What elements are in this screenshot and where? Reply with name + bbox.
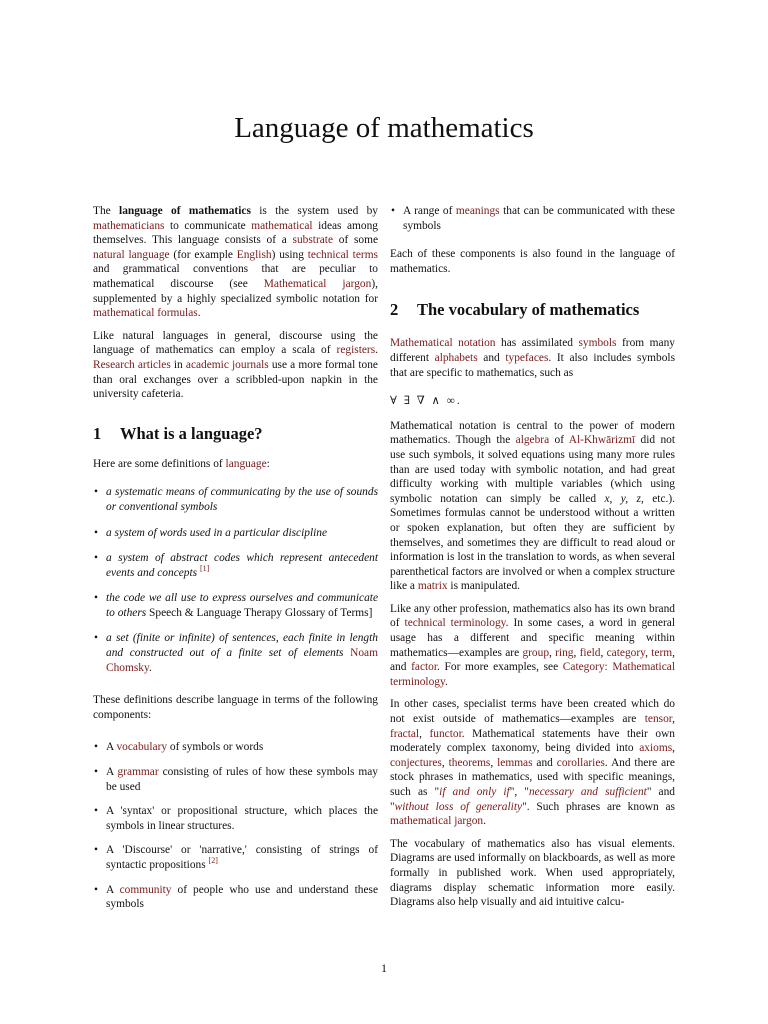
section-2-paragraph-2: Mathematical notation is central to the power of modern mathematics. Though the algebra of Al-Khwārizmī did not use such symbols, it solved equations using many more rules than are used today with symbolic notation, and had great difficulty working with multiple variables (which using symbolic notation can simply be called x, y, z, etc.). Sometimes formulas cannot be understood without a written or spoken explanation, but often they are sufficient by themselves, and sometimes they are difficult to read aloud or information is lost in the translation to words, as when several parenthetical factors are involved or when a complex structure like a matrix is manipulated.: [390, 419, 675, 593]
math-symbols: ∀ ∃ ∇ ∧ ∞.: [390, 395, 462, 408]
section-2-paragraph-4: In other cases, specialist terms have been created which do not exist outside of mathematics—examples are tensor, fractal, functor. Mathematical statements have their own moderately complex taxonomy, being divided into axioms, conjectures, theorems, lemmas and corollaries. And there are stock phrases in mathematics, used with specific meanings, such as "if and only if", "necessary and sufficient" and "without loss of generality". Such phrases are known as mathematical jargon.: [390, 698, 675, 828]
components-tail: Each of these components is also found in the language of mathematics.: [390, 248, 675, 275]
list-item: • A community of people who use and understand these symbols: [93, 883, 378, 912]
link-term[interactable]: term: [651, 646, 673, 659]
link-typefaces[interactable]: typefaces: [505, 351, 549, 364]
link-technical-terminology[interactable]: technical terminology: [404, 617, 506, 630]
link-academic-journals[interactable]: academic journals: [185, 358, 269, 371]
link-if-and-only-if[interactable]: if and only if: [439, 786, 510, 798]
components-list-continued: [390, 204, 675, 233]
right-column: [390, 204, 675, 918]
link-technical-terms[interactable]: technical terms: [307, 248, 378, 261]
link-mathematicians[interactable]: mathematicians: [93, 219, 165, 232]
list-item: • A 'Discourse' or 'narrative,' consisting of strings of syntactic propositions [2]: [93, 843, 378, 872]
link-necessary-and-sufficient[interactable]: necessary and sufficient: [528, 786, 647, 798]
link-english[interactable]: English: [236, 248, 272, 261]
section-2-heading: 2 The vocabulary of mathematics: [390, 300, 640, 320]
link-noam-chomsky[interactable]: Noam Chomsky: [106, 647, 378, 674]
section-1-heading: 1 What is a language?: [93, 423, 263, 443]
link-functor[interactable]: functor: [429, 727, 462, 740]
link-al-khwarizmi[interactable]: Al-Khwārizmī: [568, 434, 636, 447]
link-category[interactable]: category: [606, 646, 646, 659]
section-2-paragraph-5: The vocabulary of mathematics also has visual elements. Diagrams are used informally on blackboards, as well as more formally in published work. When used appropriately, diagrams display schematic information more easily. Diagrams also help visually and aid intuitive calcu-: [390, 837, 675, 909]
link-tensor[interactable]: tensor: [644, 713, 673, 726]
link-mathematical-notation[interactable]: Mathematical notation: [390, 337, 496, 350]
link-corollaries[interactable]: corollaries: [556, 756, 605, 769]
section-2-paragraph-3: Like any other profession, mathematics also has its own brand of technical terminology. In some cases, a word in general usage has a different and specific meaning within mathematics—examples are group, ring, field, category, term, and factor. For more examples, see Category: Mathematical terminology.: [390, 602, 675, 688]
link-lemmas[interactable]: lemmas: [497, 756, 533, 769]
link-group[interactable]: group: [522, 646, 550, 659]
link-language[interactable]: language: [225, 457, 267, 470]
link-theorems[interactable]: theorems: [448, 756, 491, 769]
section-2-paragraph-1: Mathematical notation has assimilated symbols from many different alphabets and typefaces. It also includes symbols that are specific to mathematics, such as: [390, 337, 675, 379]
intro-paragraph-2: Like natural languages in general, discourse using the language of mathematics can employ a scala of registers. Research articles in academic journals use a more formal tone than oral exchanges over a scribbled-upon napkin in the university cafeteria.: [93, 329, 378, 401]
list-item: • a set (finite or infinite) of sentences, each finite in length and constructed out of a finite set of elements Noam Chomsky.: [93, 631, 378, 675]
list-item: • A range of meanings that can be communicated with these symbols: [390, 204, 675, 233]
list-item: • a systematic means of communicating by the use of sounds or conventional symbols: [93, 485, 378, 514]
link-registers[interactable]: registers: [336, 344, 376, 357]
link-community[interactable]: community: [119, 883, 172, 896]
link-alphabets[interactable]: alphabets: [434, 351, 478, 364]
list-item: • A vocabulary of symbols or words: [93, 740, 378, 755]
link-natural-language[interactable]: natural language: [93, 248, 170, 261]
link-algebra[interactable]: algebra: [515, 434, 550, 447]
term-language-of-mathematics: language of mathematics: [119, 205, 251, 217]
link-matrix[interactable]: matrix: [417, 580, 448, 593]
list-item: • the code we all use to express ourselves and communicate to others Speech & Language Therapy Glossary of Terms]: [93, 591, 378, 620]
link-axioms[interactable]: axioms: [639, 742, 673, 755]
page-title: Language of mathematics: [234, 112, 534, 144]
link-fractal[interactable]: fractal: [390, 727, 420, 740]
link-mathematical-jargon[interactable]: Mathematical jargon: [263, 277, 372, 290]
left-column: [93, 204, 378, 912]
link-factor[interactable]: factor: [411, 661, 438, 674]
link-meanings[interactable]: meanings: [455, 205, 500, 217]
link-grammar[interactable]: grammar: [117, 766, 159, 779]
citation-2[interactable]: [2]: [208, 856, 218, 866]
link-mathematical-jargon-2[interactable]: mathematical jargon: [390, 815, 484, 828]
link-vocabulary[interactable]: vocabulary: [116, 741, 168, 754]
math-variables: x, y, z: [604, 492, 641, 505]
link-mathematical[interactable]: mathematical: [251, 219, 313, 232]
link-field[interactable]: field: [579, 646, 601, 659]
list-item: • a system of words used in a particular discipline: [93, 526, 378, 541]
link-research-articles[interactable]: Research articles: [93, 358, 171, 371]
page-number: 1: [381, 961, 387, 975]
list-item: • A 'syntax' or propositional structure, which places the symbols in linear structures.: [93, 804, 378, 833]
components-list: [93, 740, 378, 911]
components-lead: These definitions describe language in terms of the following components:: [93, 694, 378, 721]
link-without-loss-of-generality[interactable]: without loss of generality: [394, 800, 523, 813]
list-item: • A grammar consisting of rules of how these symbols may be used: [93, 765, 378, 794]
link-category-mathematical-terminology[interactable]: Category: Mathematical terminology: [390, 661, 675, 688]
link-substrate[interactable]: substrate: [292, 234, 334, 247]
section-1-lead: Here are some definitions of language:: [93, 457, 270, 470]
link-conjectures[interactable]: conjectures: [390, 756, 442, 769]
link-ring[interactable]: ring: [555, 646, 574, 659]
citation-1[interactable]: [1]: [199, 563, 210, 573]
link-mathematical-formulas[interactable]: mathematical formulas: [93, 307, 198, 320]
intro-paragraph-1: The language of mathematics is the system used by mathematicians to communicate mathematical ideas among themselves. This language consists of a substrate of some natural language (for example English) using technical terms and grammatical conventions that are peculiar to mathematical discourse (see Mathematical jargon), supplemented by a highly specialized symbolic notation for mathematical formulas.: [93, 205, 378, 320]
link-symbols[interactable]: symbols: [578, 337, 617, 350]
definitions-list: [93, 485, 378, 675]
list-item: • a system of abstract codes which represent antecedent events and concepts [1]: [93, 551, 378, 580]
